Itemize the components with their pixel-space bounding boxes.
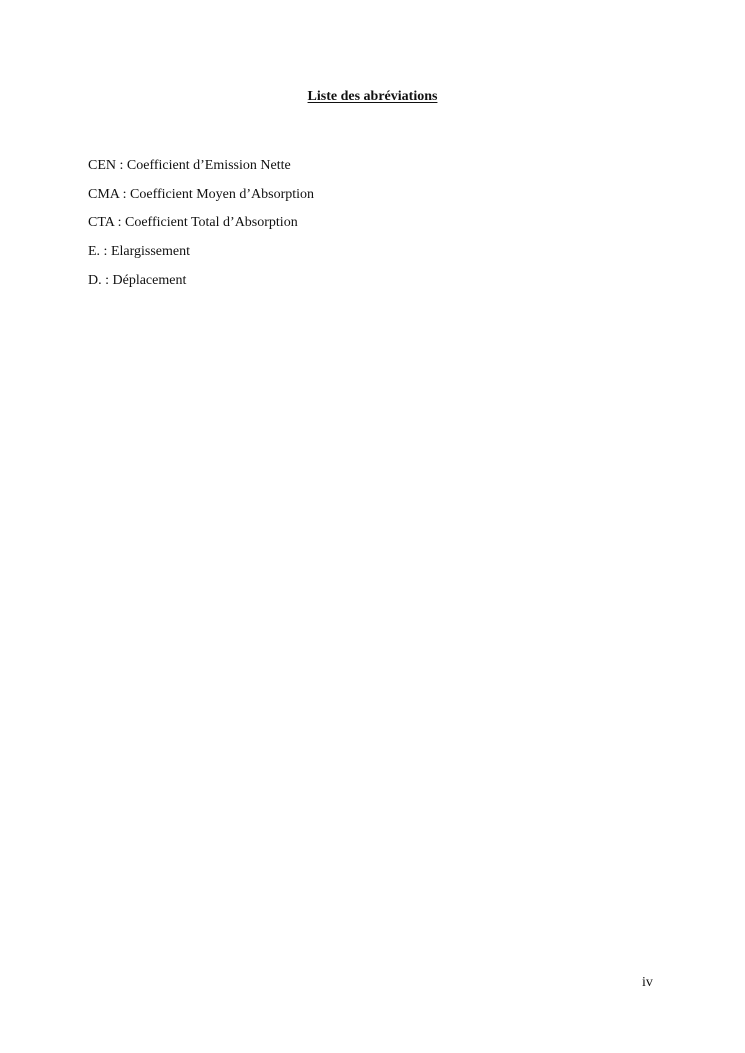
abbreviation-item: CEN : Coefficient d’Emission Nette	[88, 158, 291, 173]
abbreviation-item: D. : Déplacement	[88, 272, 187, 288]
abbreviation-item: CTA : Coefficient Total d’Absorption	[88, 215, 298, 231]
abbreviation-item: E. : Elargissement	[88, 244, 190, 260]
page-number: iv	[642, 975, 653, 990]
abbreviation-item: CMA : Coefficient Moyen d’Absorption	[88, 186, 315, 202]
page-title: Liste des abréviations	[307, 89, 438, 104]
abbreviation-list	[88, 152, 314, 296]
